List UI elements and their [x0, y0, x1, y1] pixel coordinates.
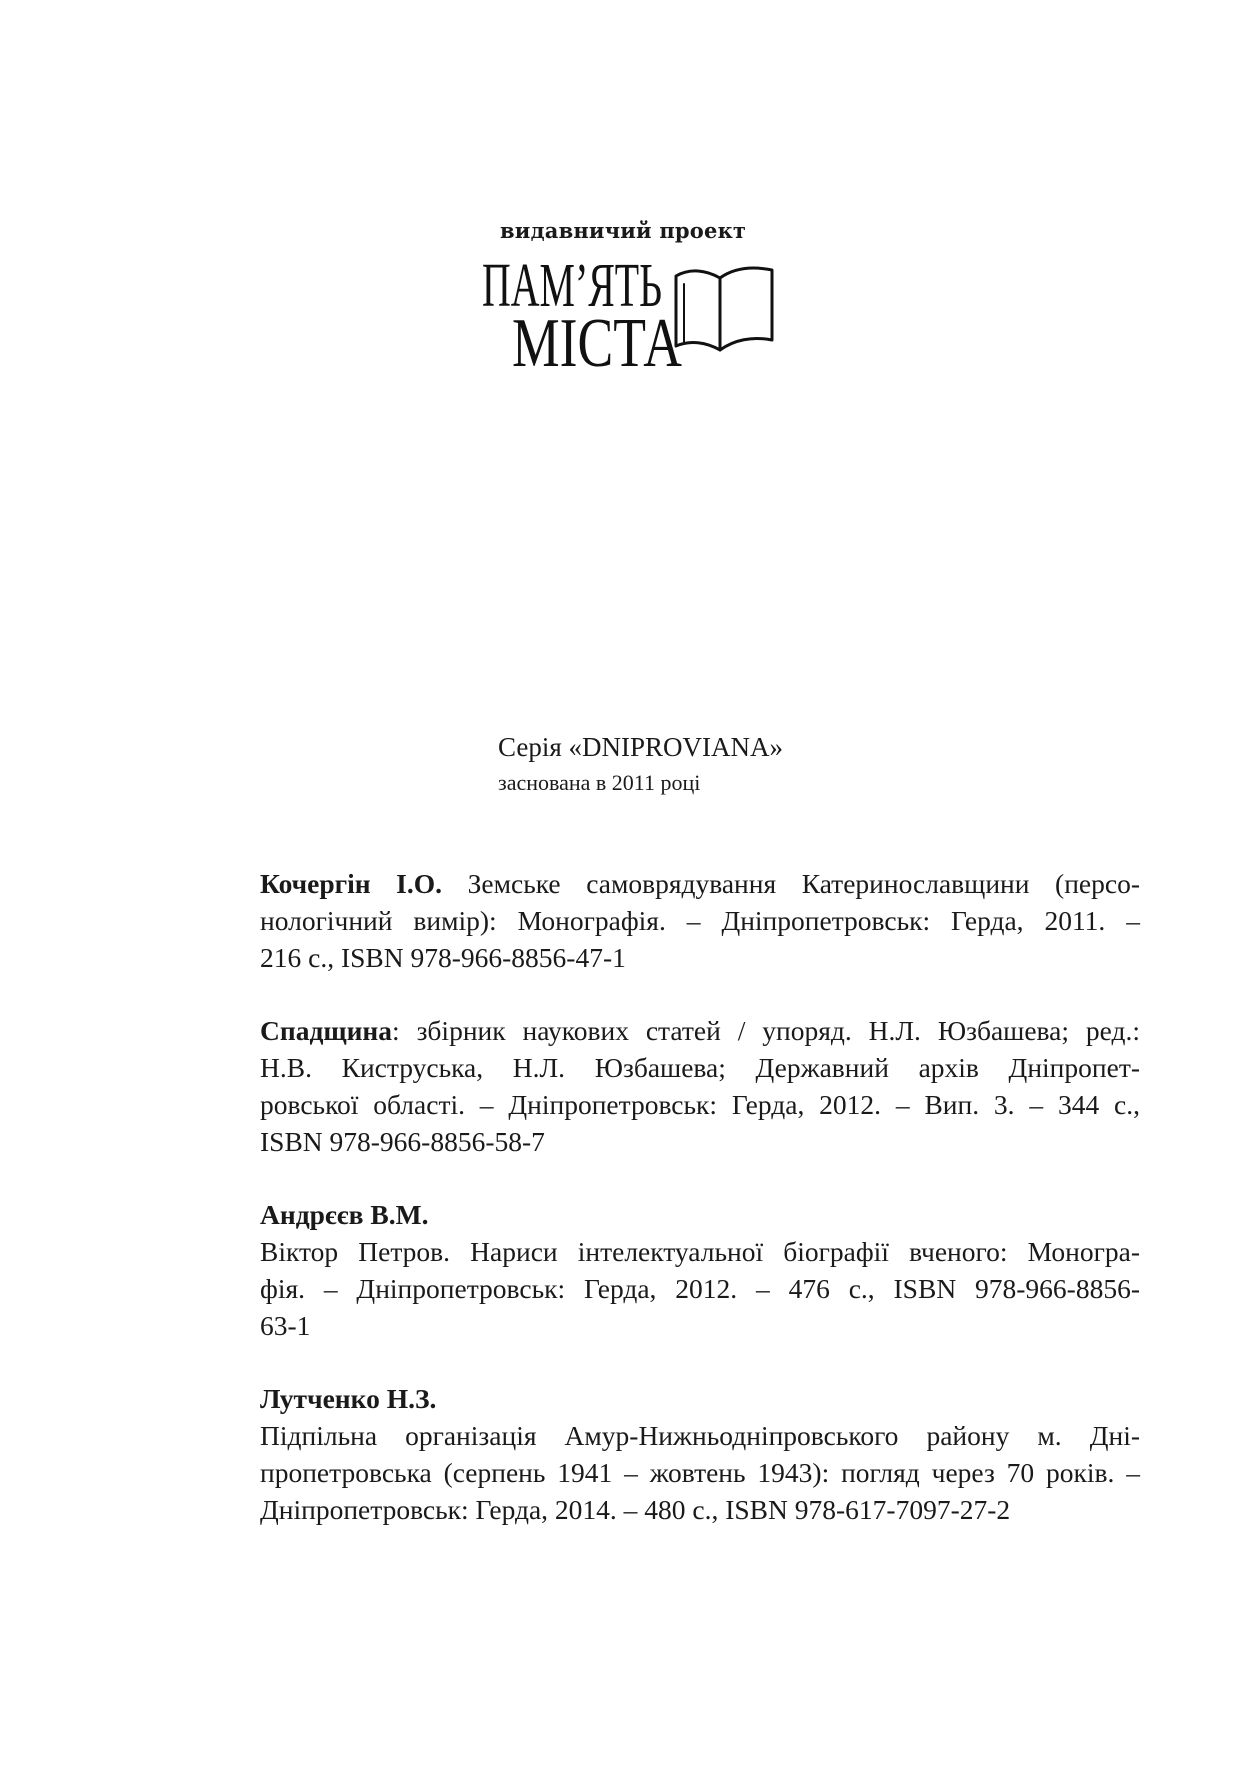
logo-artwork — [480, 248, 820, 378]
entry-author-line — [260, 1380, 1140, 1417]
entry-line: Кочергін І.О. Земське самоврядування Катеринославщини (персо- — [260, 868, 1140, 899]
entry-line: 216 с., ISBN 978-966-8856-47-1 — [260, 942, 626, 973]
bibliography-entry — [260, 1012, 1140, 1160]
logo-label: видавничий проект — [500, 218, 747, 243]
bibliography-entry — [260, 1196, 1140, 1344]
logo-word-pamyat: ПАМ’ЯТЬ — [482, 252, 662, 320]
entry-author: Андрєєв В.М. — [260, 1199, 429, 1230]
entry-line: ISBN 978-966-8856-58-7 — [260, 1126, 545, 1157]
bibliography-entry — [260, 1380, 1140, 1528]
entry-line: Віктор Петров. Нариси інтелектуальної біографії вченого: Моногра- — [260, 1236, 1140, 1267]
entry-line: пропетровська (серпень 1941 – жовтень 1943): погляд через 70 років. – — [260, 1457, 1140, 1488]
entry-line: ровської області. – Дніпропетровськ: Герда, 2012. – Вип. 3. – 344 с., — [260, 1089, 1140, 1120]
entry-author: Спадщина — [260, 1015, 393, 1046]
entry-line: фія. – Дніпропетровськ: Герда, 2012. – 476 с., ISBN 978-966-8856- — [260, 1273, 1140, 1304]
publisher-logo — [480, 218, 820, 378]
entry-line: Спадщина: збірник наукових статей / упоряд. Н.Л. Юзбашева; ред.: — [260, 1015, 1140, 1046]
entry-line: нологічний вимір): Монографія. – Дніпропетровськ: Герда, 2011. – — [260, 905, 1140, 936]
entry-author: Кочергін І.О. — [260, 868, 443, 899]
bibliography-list — [260, 865, 1140, 1564]
open-book-icon — [676, 268, 772, 350]
entry-line: Н.В. Киструська, Н.Л. Юзбашева; Державний архів Дніпропет- — [260, 1052, 1140, 1083]
series-title: Серія «DNIPROVIANA» — [498, 732, 783, 762]
series-block — [498, 730, 783, 798]
logo-word-mista: МІСТА — [512, 305, 683, 378]
bibliography-entry — [260, 865, 1140, 976]
series-subtitle: заснована в 2011 році — [498, 770, 701, 795]
entry-line: Дніпропетровськ: Герда, 2014. – 480 с., ISBN 978-617-7097-27-2 — [260, 1494, 1011, 1525]
entry-author: Лутченко Н.З. — [260, 1383, 437, 1414]
entry-line: 63-1 — [260, 1310, 311, 1341]
entry-line: Підпільна організація Амур-Нижньодніпровського району м. Дні- — [260, 1420, 1140, 1451]
entry-author-line — [260, 1196, 1140, 1233]
